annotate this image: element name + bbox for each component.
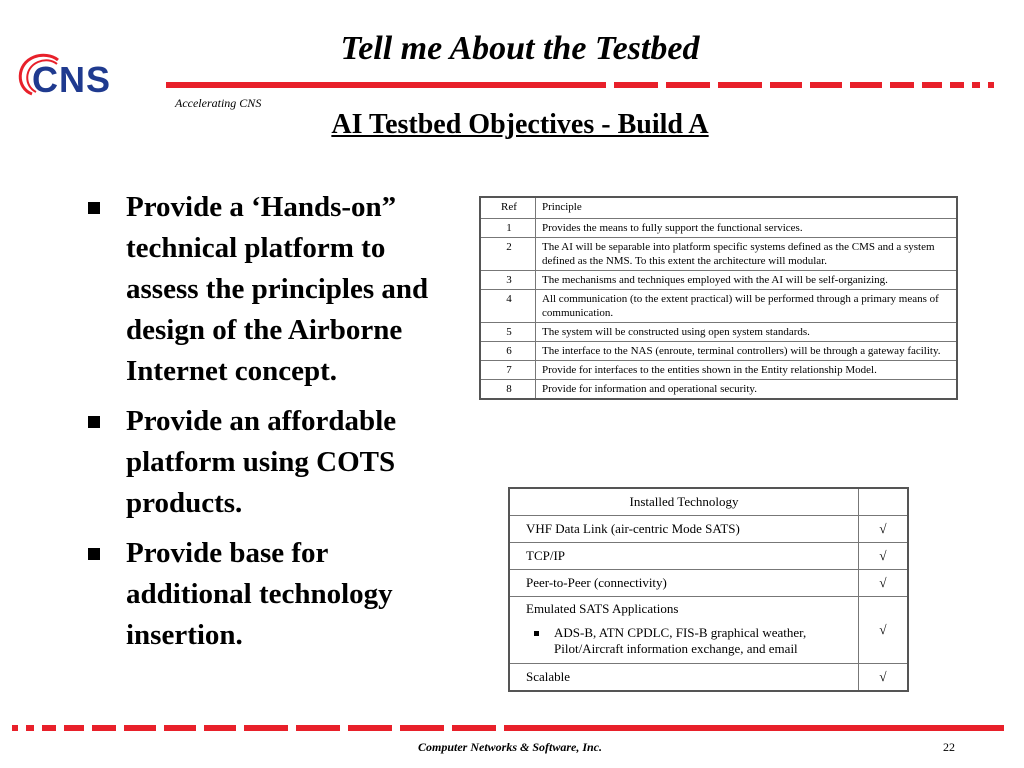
cns-logo (10, 52, 160, 102)
principle-header: Principle (536, 197, 958, 219)
tagline: Accelerating CNS (175, 96, 262, 110)
table-row (509, 516, 908, 543)
technology-name: Emulated SATS Applications (526, 601, 679, 616)
table-row (480, 361, 957, 380)
cns-logo-graphic (10, 52, 160, 102)
table-row (480, 290, 957, 323)
list-item (88, 533, 458, 656)
checkmark-icon: √ (859, 516, 909, 543)
table-row (480, 238, 957, 271)
objectives-list (88, 187, 458, 665)
principle-cell: All communication (to the extent practical) will be performed through a primary means of communication. (536, 290, 958, 323)
technology-cell: Scalable (509, 664, 859, 692)
sub-list (526, 625, 852, 661)
ref-cell: 1 (480, 219, 536, 238)
page-subtitle: AI Testbed Objectives - Build A (331, 109, 709, 140)
checkmark-icon: √ (859, 597, 909, 664)
check-header (859, 488, 909, 516)
page-title: Tell me About the Testbed (340, 30, 700, 67)
bullet-text: Provide a ‘Hands-on” technical platform to assess the principles and design of the Airborne Internet concept. (126, 191, 429, 387)
ref-cell: 6 (480, 342, 536, 361)
technology-table (508, 487, 909, 692)
logo-text: CNS (32, 59, 112, 100)
list-item (88, 401, 458, 524)
technology-cell: VHF Data Link (air-centric Mode SATS) (509, 516, 859, 543)
principles-table (479, 196, 958, 400)
technology-cell (509, 597, 859, 664)
principle-cell: The system will be constructed using open system standards. (536, 323, 958, 342)
ref-cell: 3 (480, 271, 536, 290)
table-header-row (509, 488, 908, 516)
table-row (509, 570, 908, 597)
principle-cell: Provides the means to fully support the functional services. (536, 219, 958, 238)
page-number: 22 (943, 740, 955, 754)
bullet-text: Provide an affordable platform using COTS products. (126, 405, 397, 519)
top-divider (166, 82, 994, 88)
ref-header: Ref (480, 197, 536, 219)
ref-cell: 4 (480, 290, 536, 323)
ref-cell: 2 (480, 238, 536, 271)
table-row (480, 219, 957, 238)
table-row (509, 597, 908, 664)
principle-cell: Provide for interfaces to the entities shown in the Entity relationship Model. (536, 361, 958, 380)
footer-company: Computer Networks & Software, Inc. (417, 740, 603, 754)
table-row (509, 664, 908, 692)
checkmark-icon: √ (859, 664, 909, 692)
sub-list-item: ADS-B, ATN CPDLC, FIS-B graphical weather, Pilot/Aircraft information exchange, and email (554, 625, 852, 661)
table-row (480, 380, 957, 400)
principle-cell: The interface to the NAS (enroute, terminal controllers) will be through a gateway facility. (536, 342, 958, 361)
bullet-square-icon (88, 416, 100, 428)
bullet-square-icon (88, 202, 100, 214)
table-row (480, 342, 957, 361)
ref-cell: 5 (480, 323, 536, 342)
principle-cell: The mechanisms and techniques employed with the AI will be self-organizing. (536, 271, 958, 290)
bullet-square-icon (88, 548, 100, 560)
bottom-divider (12, 725, 1004, 731)
table-row (480, 323, 957, 342)
ref-cell: 8 (480, 380, 536, 400)
technology-header: Installed Technology (509, 488, 859, 516)
principle-cell: Provide for information and operational security. (536, 380, 958, 400)
table-header-row (480, 197, 957, 219)
checkmark-icon: √ (859, 570, 909, 597)
principle-cell: The AI will be separable into platform specific systems defined as the CMS and a system defined as the NMS. To this extent the architecture will modular. (536, 238, 958, 271)
technology-cell: TCP/IP (509, 543, 859, 570)
table-row (480, 271, 957, 290)
ref-cell: 7 (480, 361, 536, 380)
list-item (88, 187, 458, 392)
table-row (509, 543, 908, 570)
technology-cell: Peer-to-Peer (connectivity) (509, 570, 859, 597)
checkmark-icon: √ (859, 543, 909, 570)
bullet-text: Provide base for additional technology insertion. (126, 537, 393, 651)
